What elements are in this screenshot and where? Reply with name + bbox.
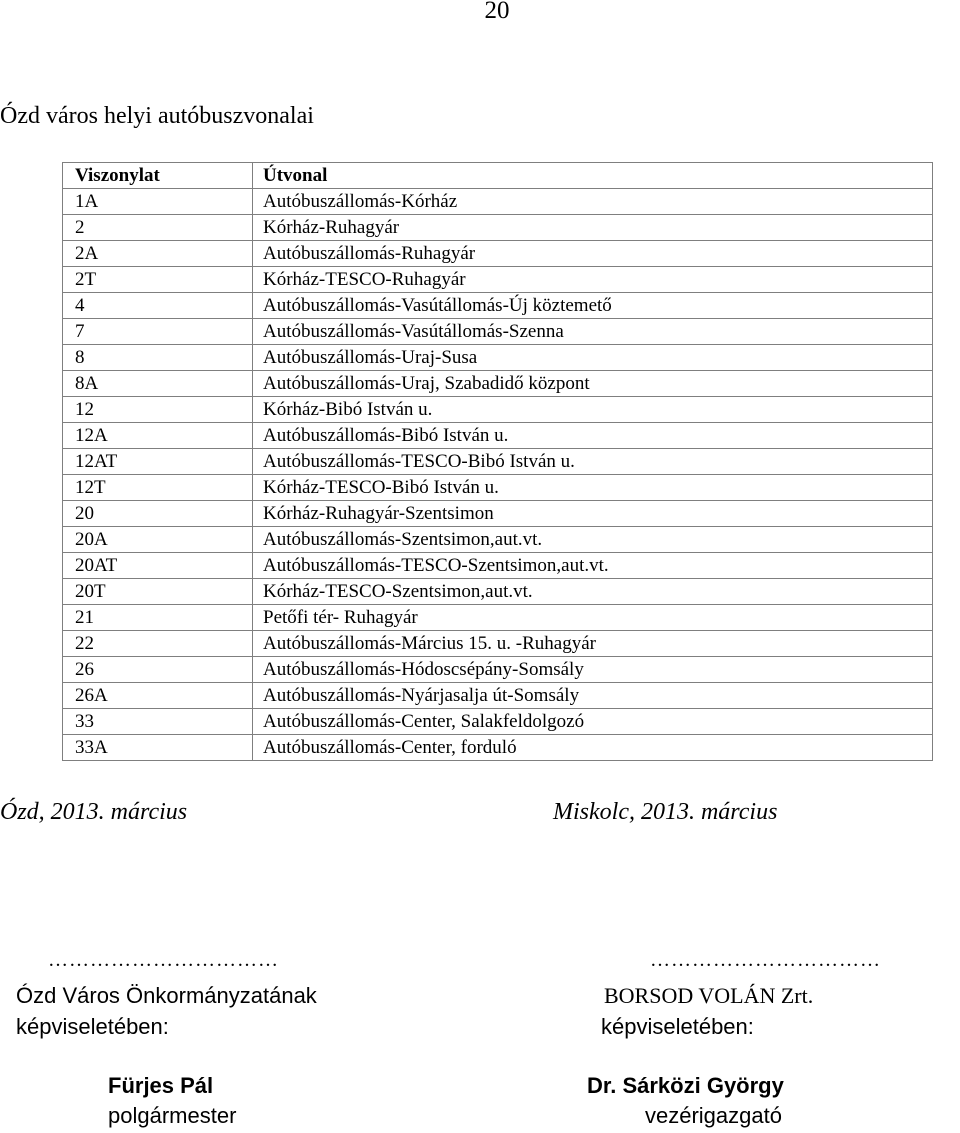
page-number: 20 [484, 0, 510, 24]
line-number-cell: 12AT [63, 449, 253, 475]
page-title: Ózd város helyi autóbuszvonalai [0, 103, 314, 129]
table-row [63, 319, 933, 345]
table-row [63, 657, 933, 683]
line-number-cell: 20A [63, 527, 253, 553]
route-cell: Autóbuszállomás-Március 15. u. -Ruhagyár [253, 631, 933, 657]
line-number-cell: 2 [63, 215, 253, 241]
route-cell: Kórház-Ruhagyár [253, 215, 933, 241]
route-cell: Kórház-TESCO-Szentsimon,aut.vt. [253, 579, 933, 605]
signatory-name-right: Dr. Sárközi György [587, 1073, 784, 1098]
route-cell: Kórház-Ruhagyár-Szentsimon [253, 501, 933, 527]
route-cell: Autóbuszállomás-TESCO-Bibó István u. [253, 449, 933, 475]
table-row [63, 293, 933, 319]
route-cell: Autóbuszállomás-Center, Salakfeldolgozó [253, 709, 933, 735]
route-cell: Petőfi tér- Ruhagyár [253, 605, 933, 631]
route-cell: Autóbuszállomás-Uraj-Susa [253, 345, 933, 371]
table-row [63, 605, 933, 631]
table-row [63, 631, 933, 657]
route-cell: Kórház-Bibó István u. [253, 397, 933, 423]
route-cell: Kórház-TESCO-Bibó István u. [253, 475, 933, 501]
line-number-cell: 20AT [63, 553, 253, 579]
table-row [63, 423, 933, 449]
table-row [63, 579, 933, 605]
table-row [63, 241, 933, 267]
line-number-cell: 1A [63, 189, 253, 215]
header-line: Viszonylat [63, 163, 253, 189]
line-number-cell: 2T [63, 267, 253, 293]
line-number-cell: 21 [63, 605, 253, 631]
signature-line-left: …………………………… [48, 949, 279, 971]
table-row [63, 449, 933, 475]
route-cell: Autóbuszállomás-Vasútállomás-Új köztemető [253, 293, 933, 319]
signatory-title-right: vezérigazgató [645, 1103, 782, 1128]
bus-routes-table [62, 162, 933, 761]
table-row [63, 709, 933, 735]
line-number-cell: 33 [63, 709, 253, 735]
line-number-cell: 26A [63, 683, 253, 709]
date-left: Ózd, 2013. március [0, 799, 188, 825]
line-number-cell: 12T [63, 475, 253, 501]
line-number-cell: 26 [63, 657, 253, 683]
table-row [63, 735, 933, 761]
signature-role-right: képviseletében: [601, 1014, 754, 1039]
route-cell: Autóbuszállomás-Hódoscsépány-Somsály [253, 657, 933, 683]
table-row [63, 683, 933, 709]
line-number-cell: 2A [63, 241, 253, 267]
route-cell: Autóbuszállomás-Vasútállomás-Szenna [253, 319, 933, 345]
table-row [63, 475, 933, 501]
route-cell: Autóbuszállomás-Szentsimon,aut.vt. [253, 527, 933, 553]
table-row [63, 215, 933, 241]
route-cell: Autóbuszállomás-TESCO-Szentsimon,aut.vt. [253, 553, 933, 579]
table-row [63, 501, 933, 527]
signature-line-right: …………………………… [650, 949, 881, 971]
route-cell: Kórház-TESCO-Ruhagyár [253, 267, 933, 293]
route-cell: Autóbuszállomás-Uraj, Szabadidő központ [253, 371, 933, 397]
line-number-cell: 20 [63, 501, 253, 527]
table-row [63, 553, 933, 579]
line-number-cell: 8A [63, 371, 253, 397]
route-cell: Autóbuszállomás-Ruhagyár [253, 241, 933, 267]
signature-org-right: BORSOD VOLÁN Zrt. [604, 983, 814, 1008]
signature-org-left: Ózd Város Önkormányzatának [16, 983, 317, 1008]
signatory-title-left: polgármester [108, 1103, 237, 1128]
line-number-cell: 8 [63, 345, 253, 371]
line-number-cell: 7 [63, 319, 253, 345]
table-row [63, 345, 933, 371]
line-number-cell: 4 [63, 293, 253, 319]
date-right: Miskolc, 2013. március [553, 799, 778, 825]
table-row [63, 267, 933, 293]
header-route: Útvonal [253, 163, 933, 189]
table-header-row [63, 163, 933, 189]
route-cell: Autóbuszállomás-Center, forduló [253, 735, 933, 761]
line-number-cell: 20T [63, 579, 253, 605]
route-cell: Autóbuszállomás-Nyárjasalja út-Somsály [253, 683, 933, 709]
line-number-cell: 33A [63, 735, 253, 761]
line-number-cell: 12 [63, 397, 253, 423]
table-row [63, 527, 933, 553]
signatory-name-left: Fürjes Pál [108, 1073, 214, 1098]
table-row [63, 397, 933, 423]
line-number-cell: 22 [63, 631, 253, 657]
table-row [63, 189, 933, 215]
table-row [63, 371, 933, 397]
signature-role-left: képviseletében: [16, 1014, 169, 1039]
route-cell: Autóbuszállomás-Kórház [253, 189, 933, 215]
line-number-cell: 12A [63, 423, 253, 449]
route-cell: Autóbuszállomás-Bibó István u. [253, 423, 933, 449]
